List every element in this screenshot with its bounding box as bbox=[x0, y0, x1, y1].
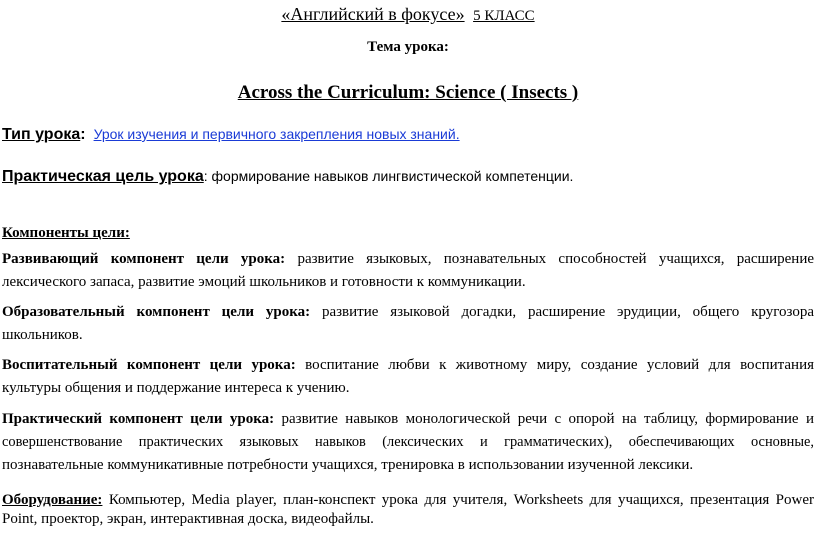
practical-text-3: познавательные коммуникативные потребности учащихся, тренировка в использовании изученной лексики. bbox=[2, 457, 694, 473]
developing-text-1: развитие языковых, познавательных способностей учащихся, расширение bbox=[297, 251, 815, 267]
equipment-label: Оборудование: bbox=[2, 492, 103, 508]
components-heading: Компоненты цели: bbox=[2, 225, 130, 241]
educational-text-1: развитие языковой догадки, расширение эрудиции, общего кругозора bbox=[321, 304, 814, 320]
upbringing-text-1: воспитание любви к животному миру, создание условий для воспитания bbox=[305, 357, 814, 373]
practical-line-1 bbox=[2, 411, 814, 428]
developing-line-1 bbox=[2, 251, 814, 268]
educational-label: Образовательный компонент цели урока: bbox=[2, 304, 311, 320]
developing-component bbox=[2, 251, 814, 291]
equipment-text-1: Компьютер, Media player, план-конспект урока для учителя, Worksheets для учащихся, презентация Power bbox=[108, 492, 814, 508]
equipment-line-1 bbox=[2, 492, 814, 509]
equipment-text-2: Point, проектор, экран, интерактивная доска, видеофайлы. bbox=[2, 511, 374, 527]
lesson-type-row bbox=[2, 126, 816, 144]
topic-title: Across the Curriculum: Science ( Insects ) bbox=[237, 82, 579, 103]
educational-text-2: школьников. bbox=[2, 327, 83, 343]
lesson-type-label: Тип урока bbox=[2, 126, 81, 143]
educational-line-1 bbox=[2, 304, 814, 321]
upbringing-line-1 bbox=[2, 357, 814, 374]
developing-label: Развивающий компонент цели урока: bbox=[2, 251, 286, 267]
grade-label: 5 КЛАСС bbox=[473, 8, 535, 24]
topic-label: Тема урока: bbox=[367, 39, 449, 55]
upbringing-text-2: культуры общения и поддержание интереса к учению. bbox=[2, 380, 350, 396]
developing-text-2: лексического запаса, развитие эмоций школьников и готовности к коммуникации. bbox=[2, 274, 526, 290]
practical-label: Практический компонент цели урока: bbox=[2, 411, 275, 427]
practical-goal-value: : формирование навыков лингвистической компетенции. bbox=[203, 168, 574, 184]
practical-goal-row bbox=[2, 168, 816, 186]
practical-text-1: развитие навыков монологической речи с опорой на таблицу, формирование и bbox=[281, 411, 814, 427]
equipment-section bbox=[2, 492, 814, 528]
document-title: «Английский в фокусе» bbox=[281, 4, 465, 24]
lesson-type-colon: : bbox=[80, 126, 86, 143]
practical-goal-label: Практическая цель урока bbox=[2, 168, 204, 185]
header-line bbox=[0, 4, 816, 25]
lesson-type-link[interactable]: Урок изучения и первичного закрепления новых знаний. bbox=[93, 126, 460, 142]
practical-component bbox=[2, 411, 814, 474]
upbringing-component bbox=[2, 357, 814, 397]
practical-text-2: совершенствование практических языковых навыков (лексических и грамматических), обеспечивающих основные, bbox=[2, 434, 814, 450]
upbringing-label: Воспитательный компонент цели урока: bbox=[2, 357, 296, 373]
educational-component bbox=[2, 304, 814, 344]
